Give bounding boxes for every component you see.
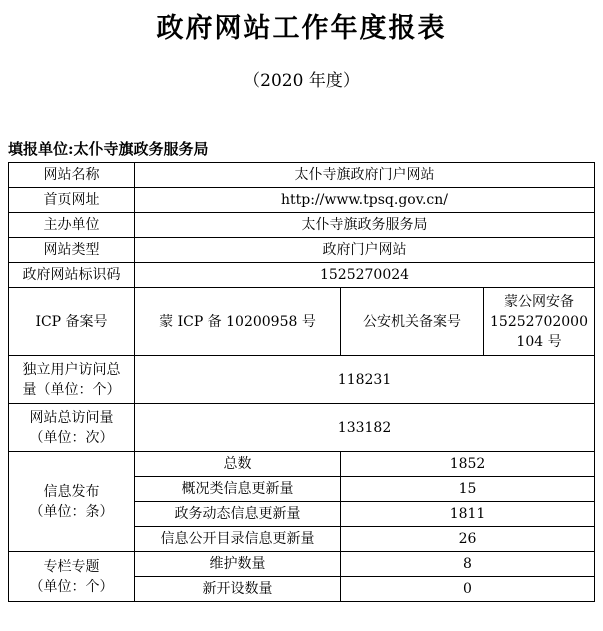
sub-item-value: 1852	[341, 452, 595, 477]
sub-item-label: 维护数量	[135, 552, 341, 577]
site-id-value: 1525270024	[135, 263, 595, 288]
police-record-line: 15252702000	[490, 313, 588, 330]
table-row	[9, 404, 595, 452]
row-label-line: （单位：条）	[29, 503, 114, 520]
police-record-value	[484, 288, 595, 356]
home-url-value: http://www.tpsq.gov.cn/	[135, 188, 595, 213]
site-name-value: 太仆寺旗政府门户网站	[135, 163, 595, 188]
sub-item-value: 26	[341, 527, 595, 552]
police-record-line: 104 号	[516, 333, 562, 350]
row-label-line: （单位：次）	[29, 429, 114, 446]
report-table	[8, 162, 595, 602]
table-row	[9, 452, 595, 477]
table-row	[9, 163, 595, 188]
unique-visitors-value: 118231	[135, 356, 595, 404]
row-label: 政府网站标识码	[9, 263, 135, 288]
table-row	[9, 263, 595, 288]
sub-item-label: 新开设数量	[135, 577, 341, 602]
row-label: ICP 备案号	[9, 288, 135, 356]
row-label	[9, 452, 135, 552]
row-label-line: （单位：个）	[29, 578, 114, 595]
table-row	[9, 213, 595, 238]
table-row	[9, 356, 595, 404]
filling-unit: 填报单位:太仆寺旗政务服务局	[8, 140, 209, 158]
row-label: 网站名称	[9, 163, 135, 188]
icp-value: 蒙 ICP 备 10200958 号	[135, 288, 341, 356]
row-label: 网站类型	[9, 238, 135, 263]
sub-item-value: 1811	[341, 502, 595, 527]
report-title: 政府网站工作年度报表	[156, 13, 447, 44]
sub-item-value: 0	[341, 577, 595, 602]
sub-item-label: 政务动态信息更新量	[135, 502, 341, 527]
sub-item-value: 8	[341, 552, 595, 577]
table-row	[9, 238, 595, 263]
site-type-value: 政府门户网站	[135, 238, 595, 263]
row-label-line: 独立用户访问总	[22, 361, 121, 378]
table-row	[9, 288, 595, 356]
sub-item-label: 总数	[135, 452, 341, 477]
row-label: 首页网址	[9, 188, 135, 213]
police-record-label: 公安机关备案号	[341, 288, 484, 356]
table-row	[9, 188, 595, 213]
sub-item-value: 15	[341, 477, 595, 502]
sub-item-label: 概况类信息更新量	[135, 477, 341, 502]
row-label-line: 量（单位：个）	[22, 381, 121, 398]
table-row	[9, 552, 595, 577]
total-visits-value: 133182	[135, 404, 595, 452]
row-label-line: 网站总访问量	[29, 409, 114, 426]
row-label-line: 信息发布	[43, 483, 100, 500]
sub-item-label: 信息公开目录信息更新量	[135, 527, 341, 552]
row-label	[9, 356, 135, 404]
row-label	[9, 552, 135, 602]
row-label-line: 专栏专题	[43, 558, 100, 575]
row-label	[9, 404, 135, 452]
police-record-line: 蒙公网安备	[504, 293, 574, 310]
sponsor-value: 太仆寺旗政务服务局	[135, 213, 595, 238]
report-year: （2020 年度）	[243, 71, 360, 91]
row-label: 主办单位	[9, 213, 135, 238]
